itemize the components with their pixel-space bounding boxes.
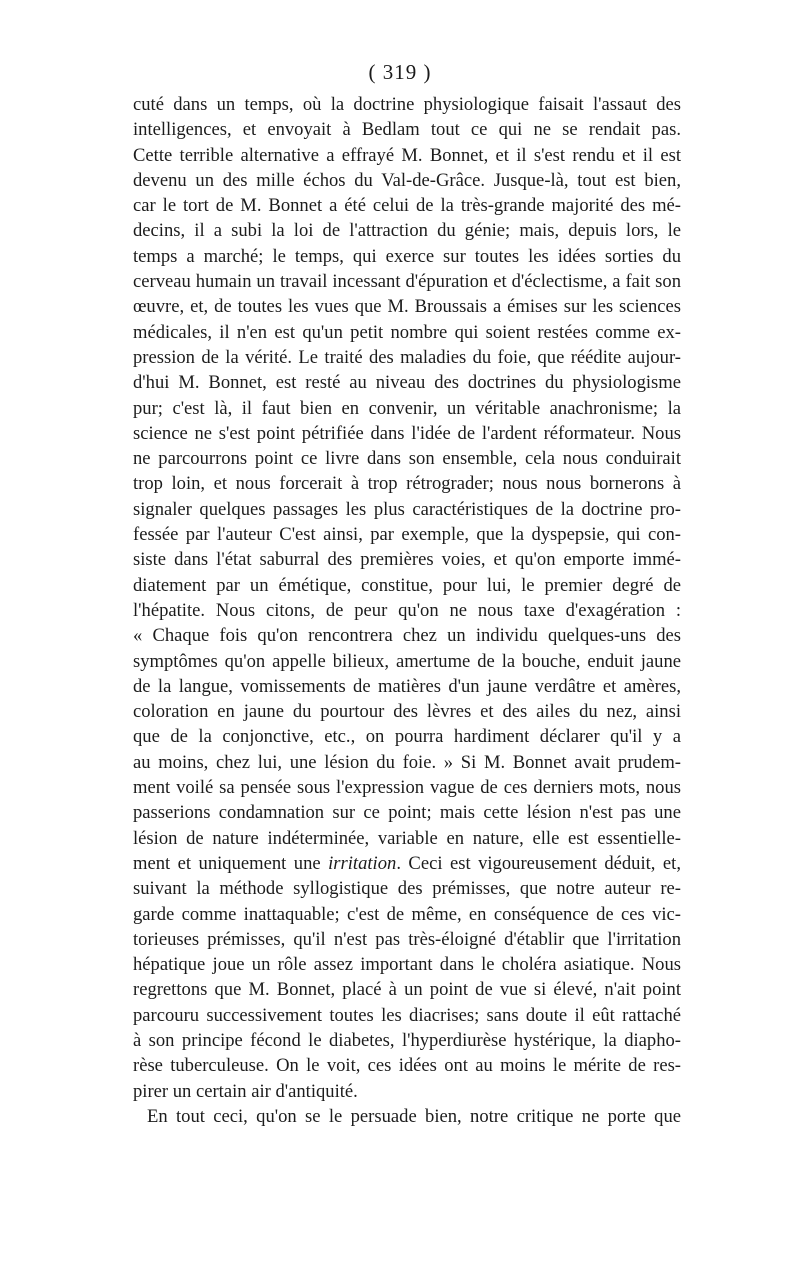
page-number: ( 319 ) <box>368 60 432 84</box>
body-text <box>133 92 681 1129</box>
text-line: pur; c'est là, il faut bien en convenir, un véritable anachronisme; la <box>133 397 681 419</box>
text-line: fessée par l'auteur C'est ainsi, par exemple, que la dyspepsie, qui con- <box>133 524 681 546</box>
text-line: diatement par un émétique, constitue, pour lui, le premier degré de <box>133 574 681 596</box>
text-line: cerveau humain un travail incessant d'épuration et d'éclectisme, a fait son <box>133 271 681 293</box>
text-line: ne parcourrons point ce livre dans son ensemble, cela nous conduirait <box>133 448 681 470</box>
text-line: rèse tuberculeuse. On le voit, ces idées ont au moins le mérite de res- <box>133 1055 681 1077</box>
text-line: intelligences, et envoyait à Bedlam tout ce qui ne se rendait pas. <box>133 119 681 141</box>
text-line: passerions condamnation sur ce point; mais cette lésion n'est pas une <box>133 802 681 824</box>
text-line: parcouru successivement toutes les diacrises; sans doute il eût rattaché <box>133 1004 681 1026</box>
text-line: car le tort de M. Bonnet a été celui de la très-grande majorité des mé- <box>133 195 681 217</box>
text-line: regrettons que M. Bonnet, placé à un point de vue si élevé, n'ait point <box>133 979 681 1001</box>
text-run: . Ceci est vigoureusement déduit, et, <box>396 852 681 874</box>
text-line: pirer un certain air d'antiquité. <box>133 1080 358 1102</box>
text-line: garde comme inattaquable; c'est de même, en conséquence de ces vic- <box>133 903 681 925</box>
text-line: devenu un des mille échos du Val-de-Grâce. Jusque-là, tout est bien, <box>133 169 681 191</box>
text-line: pression de la vérité. Le traité des maladies du foie, que réédite aujour- <box>133 346 681 368</box>
text-line: En tout ceci, qu'on se le persuade bien, notre critique ne porte que <box>147 1105 681 1127</box>
text-line: œuvre, et, de toutes les vues que M. Broussais a émises sur les sciences <box>133 296 681 318</box>
text-line: cuté dans un temps, où la doctrine physiologique faisait l'assaut des <box>133 94 681 115</box>
text-line: temps a marché; le temps, qui exerce sur toutes les idées sorties du <box>133 245 681 267</box>
text-line-italic <box>133 851 681 876</box>
text-run: ment et uniquement une <box>133 852 329 874</box>
text-line: lésion de nature indéterminée, variable en nature, elle est essentielle- <box>133 827 681 849</box>
text-line: symptômes qu'on appelle bilieux, amertume de la bouche, enduit jaune <box>133 650 681 672</box>
text-line: que de la conjonctive, etc., on pourra hardiment déclarer qu'il y a <box>133 726 681 748</box>
text-line: « Chaque fois qu'on rencontrera chez un individu quelques-uns des <box>133 625 681 647</box>
text-line: l'hépatite. Nous citons, de peur qu'on ne nous taxe d'exagération : <box>133 599 681 621</box>
text-line: siste dans l'état saburral des premières voies, et qu'on emporte immé- <box>133 549 681 571</box>
text-line: au moins, chez lui, une lésion du foie. » Si M. Bonnet avait prudem- <box>133 751 681 773</box>
text-line: ment voilé sa pensée sous l'expression vague de ces derniers mots, nous <box>133 777 681 799</box>
text-line: coloration en jaune du pourtour des lèvres et des ailes du nez, ainsi <box>133 701 681 723</box>
text-line: médicales, il n'en est qu'un petit nombre qui soient restées comme ex- <box>133 321 681 343</box>
text-line: suivant la méthode syllogistique des prémisses, que notre auteur re- <box>133 878 681 900</box>
text-line: Cette terrible alternative a effrayé M. Bonnet, et il s'est rendu et il est <box>133 144 681 166</box>
italic-term: irritation <box>328 852 397 874</box>
text-line: de la langue, vomissements de matières d'un jaune verdâtre et amères, <box>133 675 681 697</box>
text-line: trop loin, et nous forcerait à trop rétrograder; nous nous bornerons à <box>133 473 681 495</box>
text-line: d'hui M. Bonnet, est resté au niveau des doctrines du physiologisme <box>133 372 681 394</box>
text-line: science ne s'est point pétrifiée dans l'idée de l'ardent réformateur. Nous <box>133 422 681 444</box>
text-line: signaler quelques passages les plus caractéristiques de la doctrine pro- <box>133 498 681 520</box>
text-line: torieuses prémisses, qu'il n'est pas très-éloigné d'établir que l'irritation <box>133 928 681 950</box>
text-line: decins, il a subi la loi de l'attraction du génie; mais, depuis lors, le <box>133 220 681 242</box>
text-line: à son principe fécond le diabetes, l'hyperdiurèse hystérique, la diapho- <box>133 1029 681 1051</box>
text-line: hépatique joue un rôle assez important dans le choléra asiatique. Nous <box>133 954 681 976</box>
